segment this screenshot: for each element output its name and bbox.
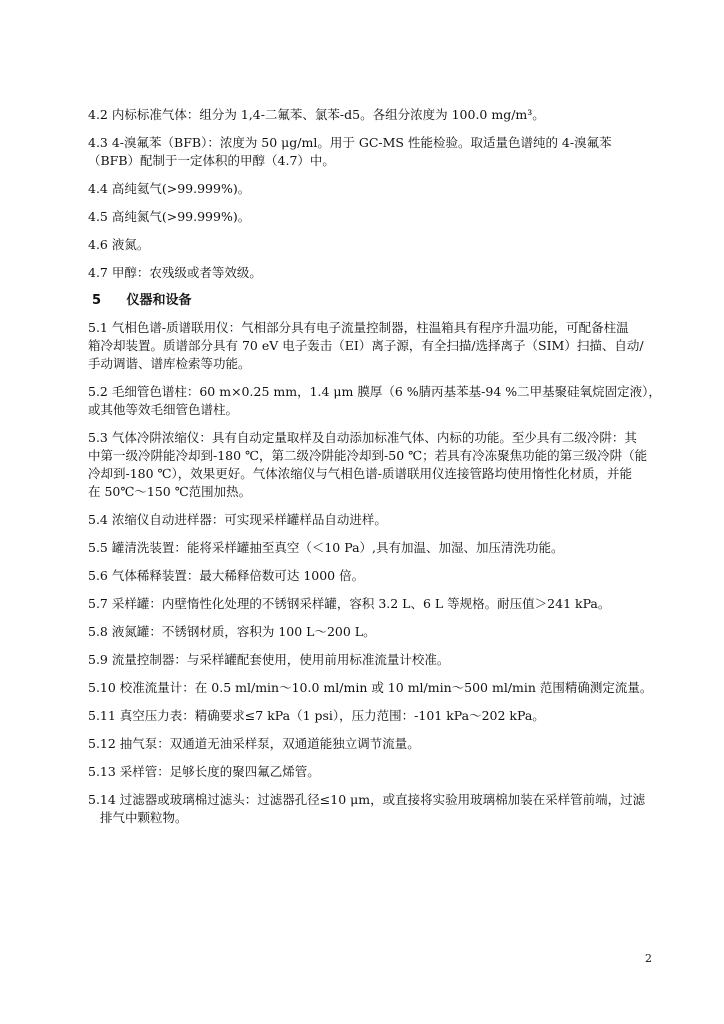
text-line: 在 50℃～150 ℃范围加热。 <box>88 484 252 499</box>
clause-4-4 <box>88 208 650 226</box>
clause-5-12 <box>88 735 650 753</box>
text-line: 冷却到-180 ℃），效果更好。气体浓缩仪与气相色谱-质谱联用仪连接管路均使用惰性化材质，并能 <box>88 466 633 481</box>
text-line: 5.8 液氮罐：不锈钢材质，容积为 100 L～200 L。 <box>88 624 376 639</box>
clause-5-1 <box>88 319 650 373</box>
text-line: 排气中颗粒物。 <box>100 810 188 825</box>
clause-5-14 <box>88 791 650 827</box>
text-line: 5.10 校准流量计：在 0.5 ml/min～10.0 ml/min 或 10 ml/min～500 ml/min 范围精确测定流量。 <box>88 680 653 695</box>
clause-4-3 <box>88 180 650 198</box>
text-line: 5.1 气相色谱-质谱联用仪：气相部分具有电子流量控制器，柱温箱具有程序升温功能，可配备柱温 <box>88 320 629 335</box>
text-line: 5.6 气体稀释装置：最大稀释倍数可达 1000 倍。 <box>88 568 365 583</box>
text-line: 5.13 采样管：足够长度的聚四氟乙烯管。 <box>88 764 320 779</box>
section-4-items <box>88 106 650 282</box>
text-line: 中第一级冷阱能冷却到-180 ℃，第二级冷阱能冷却到-50 ℃；若具有冷冻聚焦功能的第三级冷阱（能 <box>88 448 648 463</box>
text-line: 5.4 浓缩仪自动进样器：可实现采样罐样品自动进样。 <box>88 512 387 527</box>
clause-5-3 <box>88 429 650 501</box>
clause-4-1 <box>88 106 650 124</box>
document-body <box>88 106 661 827</box>
clause-4-6 <box>88 264 650 282</box>
clause-5-9 <box>88 651 650 669</box>
section-5-heading <box>88 292 650 310</box>
clause-5-10 <box>88 679 653 697</box>
text-line: 5.7 采样罐：内壁惰性化处理的不锈钢采样罐，容积 3.2 L、6 L 等规格。耐压值＞241 kPa。 <box>88 596 611 611</box>
text-line: 4.4 高纯氦气(>99.999%)。 <box>88 181 251 196</box>
clause-5-6 <box>88 567 650 585</box>
text-line: 5.14 过滤器或玻璃棉过滤头：过滤器孔径≤10 μm，或直接将实验用玻璃棉加装在采样管前端，过滤 <box>88 792 646 807</box>
text-line: 4.7 甲醇：农残级或者等效级。 <box>88 265 262 280</box>
section-5-items <box>88 319 661 827</box>
section-5-title: 仪器和设备 <box>126 293 192 308</box>
clause-4-5 <box>88 236 650 254</box>
clause-5-5 <box>88 539 650 557</box>
clause-5-7 <box>88 595 650 613</box>
text-line: 手动调谐、谱库检索等功能。 <box>88 356 251 371</box>
text-line: 5.5 罐清洗装置：能将采样罐抽至真空（＜10 Pa）,具有加温、加湿、加压清洗功能。 <box>88 540 564 555</box>
text-line: 4.6 液氮。 <box>88 237 150 252</box>
text-line: 5.12 抽气泵：双通道无油采样泵，双通道能独立调节流量。 <box>88 736 420 751</box>
text-line: 箱冷却装置。质谱部分具有 70 eV 电子轰击（EI）离子源，有全扫描/选择离子（SIM）扫描、自动/ <box>88 338 644 353</box>
clause-5-13 <box>88 763 650 781</box>
text-line: 4.3 4-溴氟苯（BFB）：浓度为 50 μg/ml。用于 GC-MS 性能检验。取适量色谱纯的 4-溴氟苯 <box>88 135 612 150</box>
clause-5-2 <box>88 383 661 419</box>
text-line: （BFB）配制于一定体积的甲醇（4.7）中。 <box>88 153 335 168</box>
text-line: 4.5 高纯氮气(>99.999%)。 <box>88 209 251 224</box>
text-line: 4.2 内标标准气体：组分为 1,4-二氟苯、氯苯-d5。各组分浓度为 100.0 mg/m³。 <box>88 107 545 122</box>
text-line: 或其他等效毛细管色谱柱。 <box>88 402 239 417</box>
section-5-number: 5 <box>92 293 102 308</box>
text-line: 5.3 气体冷阱浓缩仪：具有自动定量取样及自动添加标准气体、内标的功能。至少具有二级冷阱：其 <box>88 430 637 445</box>
text-line: 5.2 毛细管色谱柱：60 m×0.25 mm，1.4 μm 膜厚（6 %腈丙基苯基-94 %二甲基聚硅氧烷固定液）， <box>88 384 661 399</box>
clause-4-2 <box>88 134 650 170</box>
clause-5-4 <box>88 511 650 529</box>
text-line: 5.11 真空压力表：精确要求≤7 kPa（1 psi），压力范围：-101 kPa～202 kPa。 <box>88 708 545 723</box>
text-line: 5.9 流量控制器：与采样罐配套使用，使用前用标准流量计校准。 <box>88 652 450 667</box>
page-number: 2 <box>645 952 652 965</box>
clause-5-8 <box>88 623 650 641</box>
clause-5-11 <box>88 707 650 725</box>
